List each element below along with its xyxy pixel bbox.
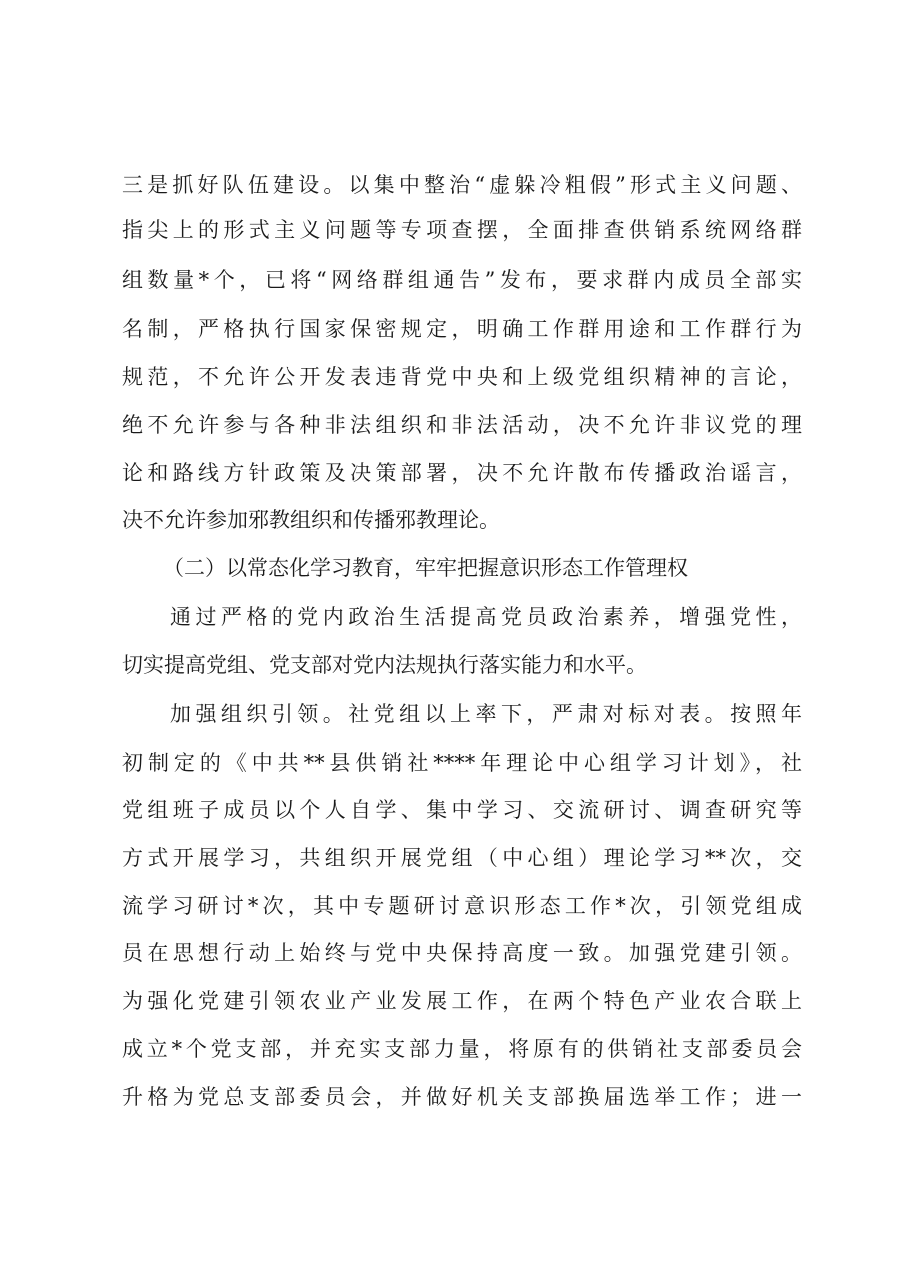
paragraph-line: 加强组织引领。社党组以上率下，严肃对标对表。按照年: [170, 702, 802, 726]
paragraph-line: 方式开展学习，共组织开展党组（中心组）理论学习**次，交: [122, 846, 802, 870]
paragraph-line: 为强化党建引领农业产业发展工作，在两个特色产业农合联上: [122, 989, 802, 1013]
paragraph-line: 规范，不允许公开发表违背党中央和上级党组织精神的言论，: [122, 365, 802, 389]
paragraph-line: 指尖上的形式主义问题等专项查摆，全面排查供销系统网络群: [122, 218, 802, 242]
paragraph-line: 三是抓好队伍建设。以集中整治“虚躲冷粗假”形式主义问题、: [122, 173, 802, 197]
paragraph-line: 通过严格的党内政治生活提高党员政治素养，增强党性，: [170, 605, 802, 629]
paragraph-line: 升格为党总支部委员会，并做好机关支部换届选举工作；进一: [122, 1085, 802, 1109]
paragraph-line: 成立*个党支部，并充实支部力量，将原有的供销社支部委员会: [122, 1037, 802, 1061]
paragraph-line: 切实提高党组、党支部对党内法规执行落实能力和水平。: [122, 653, 647, 677]
paragraph-line: 名制，严格执行国家保密规定，明确工作群用途和工作群行为: [122, 317, 802, 341]
paragraph-line: 绝不允许参与各种非法组织和非法活动，决不允许非议党的理: [122, 413, 802, 437]
paragraph-line: 员在思想行动上始终与党中央保持高度一致。加强党建引领。: [122, 941, 802, 965]
paragraph-line: 初制定的《中共**县供销社****年理论中心组学习计划》，社: [122, 751, 802, 775]
paragraph-line: 论和路线方针政策及决策部署，决不允许散布传播政治谣言，: [122, 461, 802, 485]
section-heading: （二）以常态化学习教育，牢牢把握意识形态工作管理权: [163, 556, 688, 580]
paragraph-line: 组数量*个，已将“网络群组通告”发布，要求群内成员全部实: [122, 268, 802, 292]
paragraph-line: 决不允许参加邪教组织和传播邪教理论。: [122, 508, 500, 532]
paragraph-line: 党组班子成员以个人自学、集中学习、交流研讨、调查研究等: [122, 798, 802, 822]
paragraph-line: 流学习研讨*次，其中专题研讨意识形态工作*次，引领党组成: [122, 894, 802, 918]
